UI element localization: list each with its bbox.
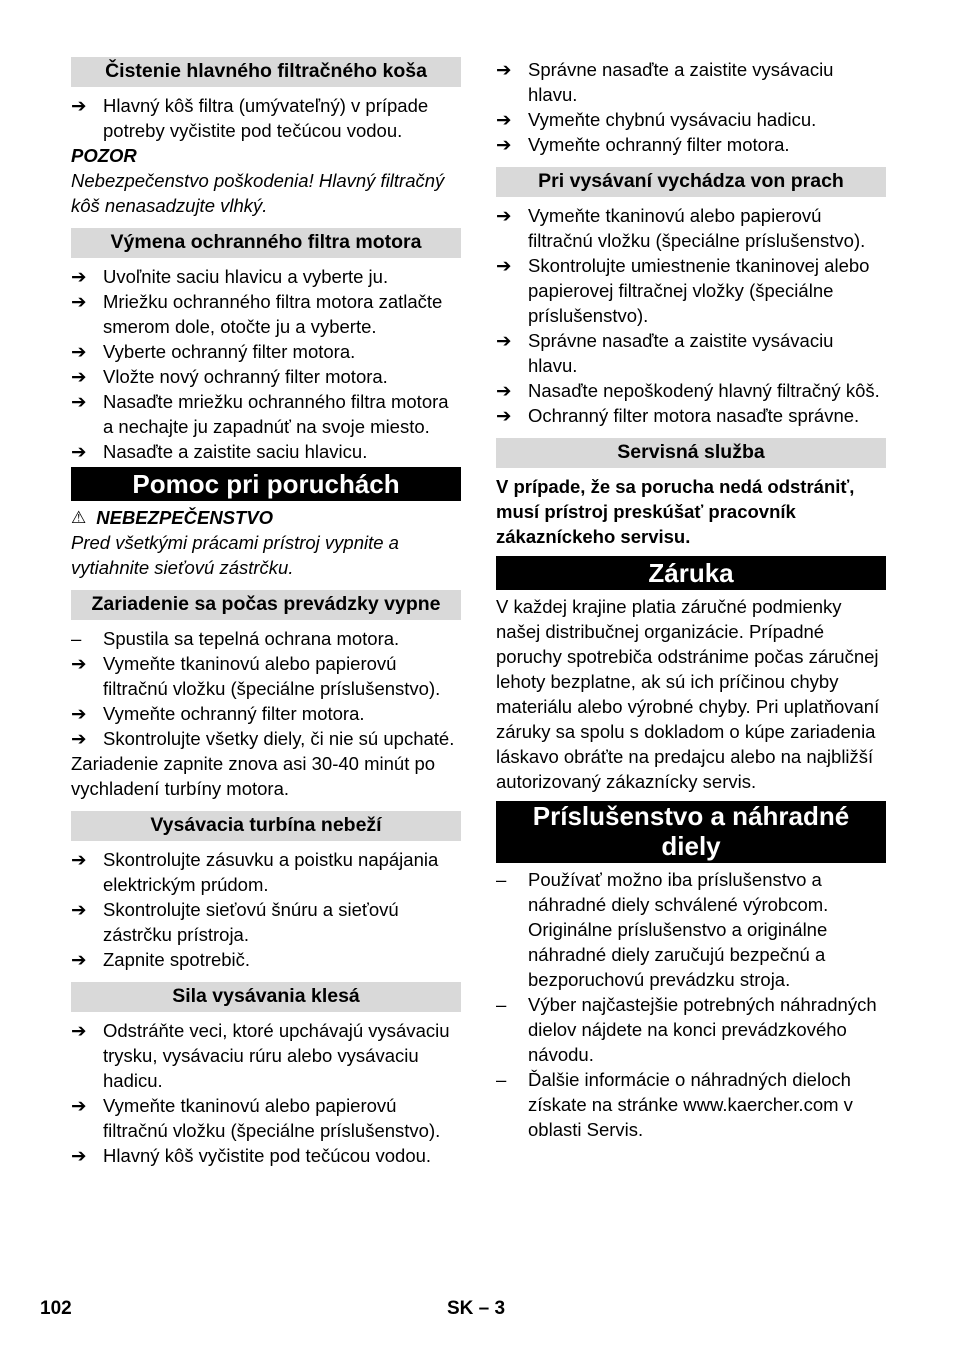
list-item: ➔ Vymeňte ochranný filter motora.	[71, 703, 365, 724]
arrow-icon: ➔	[71, 341, 87, 362]
list-item: ➔ Vyberte ochranný filter motora.	[71, 341, 356, 362]
arrow-icon: ➔	[496, 405, 512, 426]
arrow-icon: ➔	[496, 255, 512, 276]
arrow-icon: ➔	[71, 266, 87, 287]
list-item: ➔ Skontrolujte sieťovú šnúru a sieťovú zástrčku prístroja.	[71, 899, 399, 945]
list-item: ➔ Nasaďte nepoškodený hlavný filtračný kôš.	[496, 380, 880, 401]
arrow-icon: ➔	[71, 728, 87, 749]
service-text: V prípade, že sa porucha nedá odstrániť, musí prístroj preskúšať pracovník zákazníckeho servisu.	[496, 476, 855, 547]
heading-customer-service: Servisná služba	[496, 438, 886, 468]
arrow-icon: ➔	[71, 1145, 87, 1166]
heading-motor-filter-replacement: Výmena ochranného filtra motora	[71, 228, 461, 258]
arrow-icon: ➔	[71, 949, 87, 970]
list-item: ➔ Skontrolujte zásuvku a poistku napájania elektrickým prúdom.	[71, 849, 439, 895]
heading-dust-escapes: Pri vysávaní vychádza von prach	[496, 167, 886, 197]
arrow-icon: ➔	[71, 291, 87, 312]
list-item: – Výber najčastejšie potrebných náhradných dielov nájdete na konci prevádzkového návodu.	[496, 994, 877, 1065]
heading-turbine-not-running: Vysávacia turbína nebeží	[71, 811, 461, 841]
list-item: ➔ Správne nasaďte a zaistite vysávaciu hlavu.	[496, 330, 834, 376]
arrow-icon: ➔	[71, 366, 87, 387]
arrow-icon: ➔	[496, 330, 512, 351]
arrow-icon: ➔	[71, 1020, 87, 1041]
list-item: ➔ Skontrolujte všetky diely, či nie sú upchaté.	[71, 728, 455, 749]
arrow-icon: ➔	[71, 95, 87, 116]
caution-label: POZOR	[71, 145, 137, 166]
heading-suction-power-drops: Sila vysávania klesá	[71, 982, 461, 1012]
warning-icon: ⚠	[71, 508, 87, 527]
heading-main-filter-cleaning: Čistenie hlavného filtračného koša	[71, 57, 461, 87]
list-item: ➔ Vymeňte chybnú vysávaciu hadicu.	[496, 109, 817, 130]
list-item: – Používať možno iba príslušenstvo a náhradné diely schválené výrobcom. Originálne príslušenstvo a originálne náhradné diely zaručujú bezpečnú a bezporuchovú prevádzku stroja.	[496, 869, 829, 990]
arrow-icon: ➔	[71, 849, 87, 870]
list-item: ➔ Vymeňte tkaninovú alebo papierovú filtračnú vložku (špeciálne príslušenstvo).	[71, 1095, 441, 1141]
dash-icon: –	[496, 869, 507, 890]
arrow-icon: ➔	[71, 441, 87, 462]
dash-icon: –	[496, 994, 507, 1015]
danger-label: ⚠ NEBEZPEČENSTVO	[71, 507, 274, 528]
list-item: – Ďalšie informácie o náhradných dieloch získate na stránke www.kaercher.com v oblasti Servis.	[496, 1069, 853, 1140]
list-item: ➔ Mriežku ochranného filtra motora zatlačte smerom dole, otočte ju a vyberte.	[71, 291, 443, 337]
arrow-icon: ➔	[71, 899, 87, 920]
danger-text: Pred všetkými prácami prístroj vypnite a vytiahnite sieťovú zástrčku.	[71, 532, 399, 578]
arrow-icon: ➔	[496, 59, 512, 80]
list-item: ➔ Správne nasaďte a zaistite vysávaciu hlavu.	[496, 59, 834, 105]
list-item: ➔ Odstráňte veci, ktoré upchávajú vysávaciu trysku, vysávaciu rúru alebo vysávaciu hadicu.	[71, 1020, 450, 1091]
list-item: ➔ Uvoľnite saciu hlavicu a vyberte ju.	[71, 266, 389, 287]
caution-text: Nebezpečenstvo poškodenia! Hlavný filtračný kôš nenasadzujte vlhký.	[71, 170, 445, 216]
section-accessories-title: Príslušenstvo a náhradné diely	[496, 801, 886, 863]
section-warranty-title: Záruka	[496, 556, 886, 590]
list-item: ➔ Vymeňte tkaninovú alebo papierovú filtračnú vložku (špeciálne príslušenstvo).	[71, 653, 441, 699]
right-column	[496, 57, 886, 1142]
list-item: ➔ Nasaďte a zaistite saciu hlavicu.	[71, 441, 368, 462]
dash-icon: –	[496, 1069, 507, 1090]
arrow-icon: ➔	[496, 109, 512, 130]
page-identifier: SK – 3	[447, 1298, 506, 1319]
arrow-icon: ➔	[496, 134, 512, 155]
arrow-icon: ➔	[71, 703, 87, 724]
list-item: ➔ Hlavný kôš filtra (umývateľný) v prípade potreby vyčistite pod tečúcou vodou.	[71, 95, 429, 141]
list-item: – Spustila sa tepelná ochrana motora.	[71, 628, 400, 649]
list-item: ➔ Skontrolujte umiestnenie tkaninovej alebo papierovej filtračnej vložky (špeciálne príslušenstvo).	[496, 255, 870, 326]
list-item: ➔ Ochranný filter motora nasaďte správne.	[496, 405, 860, 426]
left-column	[71, 57, 461, 1168]
section-troubleshooting-title: Pomoc pri poruchách	[71, 467, 461, 501]
list-item: ➔ Vložte nový ochranný filter motora.	[71, 366, 388, 387]
heading-device-switches-off: Zariadenie sa počas prevádzky vypne	[71, 590, 461, 620]
paragraph: Zariadenie zapnite znova asi 30-40 minút po vychladení turbíny motora.	[71, 753, 436, 799]
list-item: ➔ Vymeňte ochranný filter motora.	[496, 134, 790, 155]
page-number: 102	[40, 1298, 72, 1319]
warranty-text: V každej krajine platia záručné podmienky našej distribučnej organizácie. Prípadné poruchy spotrebiča odstránime počas záručnej lehoty bezplatne, ak sú ich príčinou chyby materiálu alebo výrobné chyby. Pri uplatňovaní záruky sa spolu s dokladom o kúpe zariadenia láskavo obráťte na predajcu alebo na najbližší autorizovaný zákaznícky servis.	[496, 596, 880, 792]
dash-icon: –	[71, 628, 82, 649]
list-item: ➔ Vymeňte tkaninovú alebo papierovú filtračnú vložku (špeciálne príslušenstvo).	[496, 205, 866, 251]
arrow-icon: ➔	[71, 653, 87, 674]
arrow-icon: ➔	[71, 1095, 87, 1116]
arrow-icon: ➔	[496, 205, 512, 226]
arrow-icon: ➔	[71, 391, 87, 412]
arrow-icon: ➔	[496, 380, 512, 401]
list-item: ➔ Hlavný kôš vyčistite pod tečúcou vodou.	[71, 1145, 432, 1166]
list-item: ➔ Zapnite spotrebič.	[71, 949, 251, 970]
list-item: ➔ Nasaďte mriežku ochranného filtra motora a nechajte ju zapadnúť na svoje miesto.	[71, 391, 449, 437]
